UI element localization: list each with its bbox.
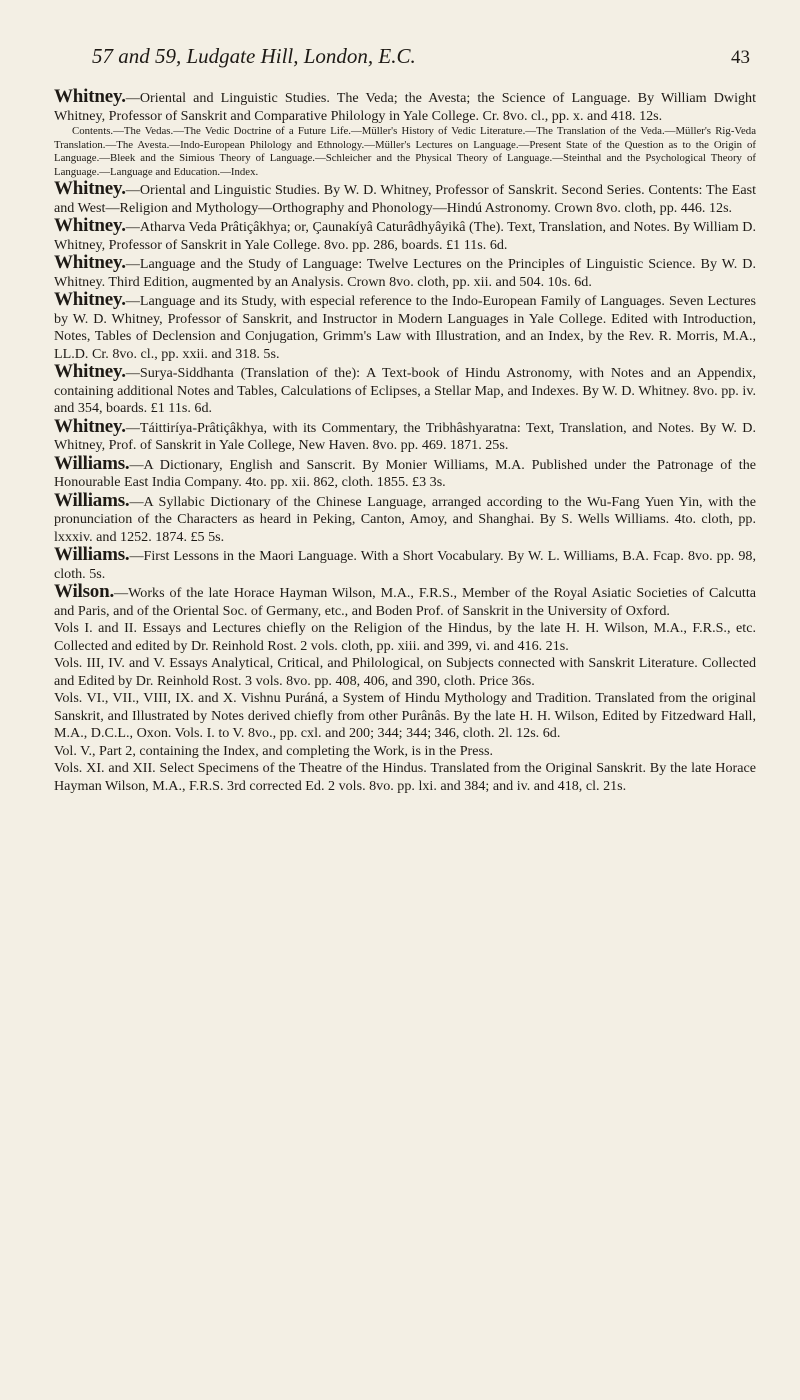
- entry-headword: Whitney.: [54, 289, 126, 311]
- volume-entry: Vols. XI. and XII. Select Specimens of the Theatre of the Hindus. Translated from the Original Sanskrit. By the late Horace Hayman Wilson, M.A., F.R.S. 3rd corrected Ed. 2 vols. 8vo. pp. lxi. and 384; and iv. and 418, cl. 21s.: [54, 760, 756, 794]
- entry-headword: Whitney.: [54, 361, 126, 383]
- catalogue-entry: [54, 180, 756, 217]
- catalogue-entry: [54, 546, 756, 583]
- volume-entry: Vols. VI., VII., VIII, IX. and X. Vishnu Puráná, a System of Hindu Mythology and Tradition. Translated from the original Sanskrit, and Illustrated by Notes derived chiefly from other Purânâs. By the late H. H. Wilson, Edited by Fitzedward Hall, M.A., D.C.L., Oxon. Vols. I. to V. 8vo., pp. cxl. and 200; 344; 344; 346, cloth. 2l. 12s. 6d.: [54, 690, 756, 742]
- catalogue-entry: [54, 88, 756, 125]
- entry-contents: Contents.—The Vedas.—The Vedic Doctrine of a Future Life.—Müller's History of Vedic Literature.—The Translation of the Veda.—Müller's Rig-Veda Translation.—The Avesta.—Indo-European Philology and Ethnology.—Müller's Lectures on Language.—Present State of the Question as to the Origin of Language.—Bleek and the Simious Theory of Language.—Schleicher and the Physical Theory of Language.—Steinthal and the Psychological Theory of Language.—Language and Education.—Index.: [54, 125, 756, 178]
- entry-text: —Language and its Study, with especial reference to the Indo-European Family of Languages. Seven Lectures by W. D. Whitney, Professor of Sanskrit, and Instructor in Modern Languages in Yale College. Edited with Introduction, Notes, Tables of Declension and Conjugation, Grimm's Law with Illustration, and an Index, by the Rev. R. Morris, M.A., LL.D. Cr. 8vo. cl., pp. xxii. and 318. 5s.: [54, 293, 756, 362]
- catalogue-entry: [54, 363, 756, 418]
- volume-entry: Vols I. and II. Essays and Lectures chiefly on the Religion of the Hindus, by the late H. H. Wilson, M.A., F.R.S., etc. Collected and edited by Dr. Reinhold Rost. 2 vols. cloth, pp. xiii. and 399, vi. and 416. 21s.: [54, 620, 756, 654]
- entry-headword: Whitney.: [54, 86, 126, 107]
- catalogue-entry: [54, 489, 756, 547]
- catalogue-entry: [54, 291, 756, 363]
- catalogue-entry: [54, 452, 756, 492]
- entry-headword: Whitney.: [54, 178, 126, 200]
- entry-text: —Oriental and Linguistic Studies. By W. D. Whitney, Professor of Sanskrit. Second Series. Contents: The East and West—Religion and Mythology—Orthography and Phonology—Hindú Astronomy. Crown 8vo. cloth, pp. 446. 12s.: [54, 182, 756, 216]
- entry-headword: Williams.: [54, 489, 130, 511]
- catalogue-entry: [54, 415, 756, 455]
- entry-text: —Language and the Study of Language: Twelve Lectures on the Principles of Linguistic Science. By W. D. Whitney. Third Edition, augmented by an Analysis. Crown 8vo. cloth, pp. xii. and 504. 10s. 6d.: [54, 256, 756, 290]
- volume-entry: Vols. III, IV. and V. Essays Analytical, Critical, and Philological, on Subjects connected with Sanskrit Literature. Collected and Edited by Dr. Reinhold Rost. 3 vols. 8vo. pp. 408, 406, and 390, cloth. Price 36s.: [54, 655, 756, 689]
- entry-headword: Williams.: [54, 452, 130, 474]
- catalogue-entry: [54, 217, 756, 254]
- volume-entry: Vol. V., Part 2, containing the Index, and completing the Work, is in the Press.: [54, 742, 493, 759]
- catalogue-entry: [54, 254, 756, 291]
- entry-text: —Táittiríya-Prâtiçâkhya, with its Commentary, the Tribhâshyaratna: Text, Translation, and Notes. By W. D. Whitney, Prof. of Sanskrit in Yale College, New Haven. 8vo. pp. 469. 1871. 25s.: [54, 419, 756, 454]
- entry-text: —Surya-Siddhanta (Translation of the): A Text-book of Hindu Astronomy, with Notes and an Appendix, containing additional Notes and Tables, Calculations of Eclipses, a Stellar Map, and Indexes. By W. D. Whitney. 8vo. pp. iv. and 354, boards. £1 11s. 6d.: [54, 365, 756, 417]
- entry-headword: Whitney.: [54, 215, 126, 237]
- publisher-address: 57 and 59, Ludgate Hill, London, E.C.: [92, 44, 416, 68]
- entry-text: —First Lessons in the Maori Language. With a Short Vocabulary. By W. L. Williams, B.A. Fcap. 8vo. pp. 98, cloth. 5s.: [54, 548, 756, 582]
- entry-text: —Atharva Veda Prâtiçâkhya; or, Çaunakíyâ Caturâdhyâyikâ (The). Text, Translation, and Notes. By William D. Whitney, Professor of Sanskrit in Yale College. 8vo. pp. 286, boards. £1 11s. 6d.: [54, 219, 756, 253]
- entry-headword: Whitney.: [54, 252, 126, 274]
- entry-headword: Wilson.: [54, 581, 115, 603]
- entry-text: —Works of the late Horace Hayman Wilson, M.A., F.R.S., Member of the Royal Asiatic Societies of Calcutta and Paris, and of the Oriental Soc. of Germany, etc., and Boden Prof. of Sanskrit in the University of Oxford.: [54, 585, 756, 619]
- running-head: [54, 44, 756, 88]
- catalogue-entry: [54, 583, 756, 620]
- entry-text: —Oriental and Linguistic Studies. The Veda; the Avesta; the Science of Language. By William Dwight Whitney, Professor of Sanskrit and Comparative Philology in Yale College. Cr. 8vo. cl., pp. x. and 418. 12s.: [54, 90, 756, 124]
- entry-text: —A Dictionary, English and Sanscrit. By Monier Williams, M.A. Published under the Patronage of the Honourable East India Company. 4to. pp. xii. 862, cloth. 1855. £3 3s.: [54, 456, 756, 491]
- entry-headword: Whitney.: [54, 415, 126, 437]
- entry-list: [54, 88, 756, 795]
- entry-text: —A Syllabic Dictionary of the Chinese Language, arranged according to the Wu-Fang Yuen Yin, with the pronunciation of the Characters as heard in Peking, Canton, Amoy, and Shanghai. By S. Wells Williams. 4to. cloth, pp. lxxxiv. and 1252. 1874. £5 5s.: [54, 493, 756, 545]
- page-number: 43: [731, 47, 750, 68]
- entry-headword: Williams.: [54, 544, 130, 566]
